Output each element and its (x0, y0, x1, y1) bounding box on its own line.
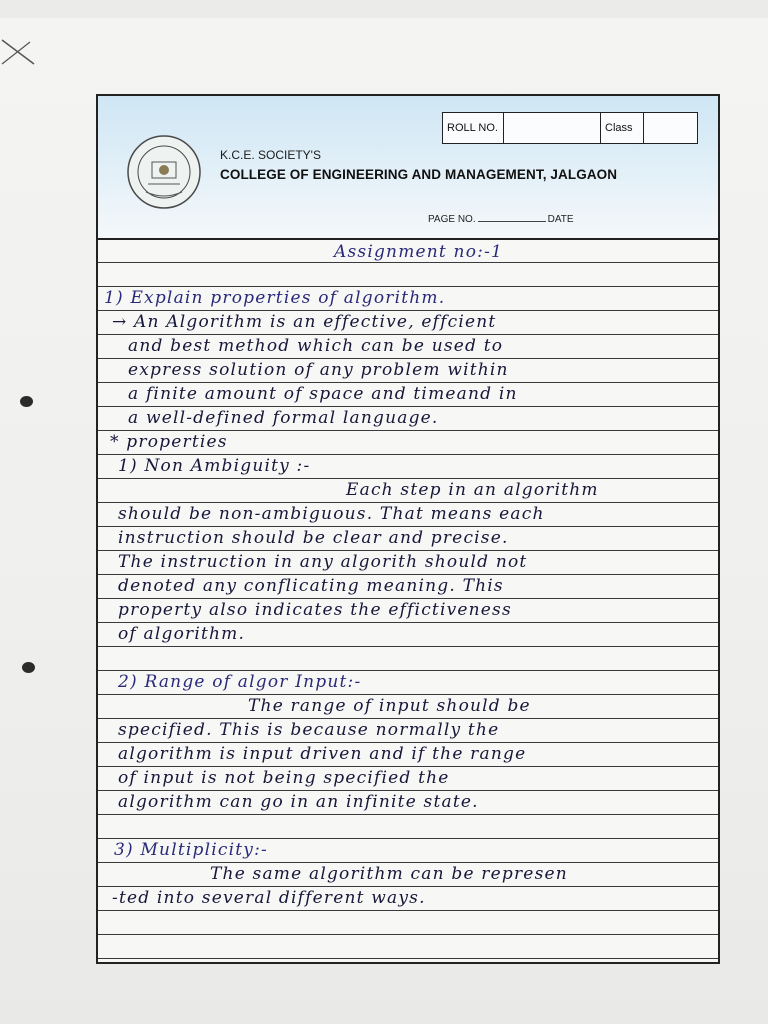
society-name: K.C.E. SOCIETY'S (220, 148, 321, 162)
handwritten-line-24: 3) Multiplicity:- (114, 840, 268, 860)
ruled-line (98, 310, 718, 311)
ruled-line (98, 862, 718, 863)
ruled-line (98, 886, 718, 887)
handwritten-line-26: -ted into several different ways. (112, 888, 426, 908)
ruled-line (98, 574, 718, 575)
ruled-line (98, 790, 718, 791)
ruled-line (98, 838, 718, 839)
ruled-lines-area (98, 238, 718, 962)
ruled-line (98, 694, 718, 695)
ruled-line (98, 382, 718, 383)
roll-class-box (442, 112, 698, 144)
handwritten-line-2: → An Algorithm is an effective, effcient (112, 312, 497, 332)
class-label: Class (601, 113, 644, 143)
corner-cross-mark (0, 38, 38, 66)
ruled-line (98, 286, 718, 287)
notebook-page (0, 18, 768, 1024)
handwritten-line-7: * properties (110, 432, 228, 452)
handwritten-line-5: a finite amount of space and timeand in (128, 384, 518, 404)
ruled-line (98, 958, 718, 959)
handwritten-line-12: The instruction in any algorith should not (118, 552, 528, 572)
ruled-line (98, 646, 718, 647)
page-no-label: PAGE NO. (428, 214, 476, 225)
college-name: COLLEGE OF ENGINEERING AND MANAGEMENT, JALGAON (220, 167, 618, 182)
roll-no-field (504, 113, 601, 143)
ruled-line (98, 598, 718, 599)
roll-no-label: ROLL NO. (443, 113, 504, 143)
handwritten-line-8: 1) Non Ambiguity :- (118, 456, 311, 476)
handwritten-line-21: of input is not being specified the (118, 768, 450, 788)
handwritten-line-9: Each step in an algorithm (346, 480, 599, 500)
handwritten-line-17: 2) Range of algor Input:- (118, 672, 362, 692)
ruled-line (98, 934, 718, 935)
handwritten-line-18: The range of input should be (248, 696, 531, 716)
ruled-line (98, 718, 718, 719)
assignment-title: Assignment no:-1 (334, 242, 504, 262)
college-seal-icon (126, 134, 202, 210)
handwritten-line-6: a well-defined formal language. (128, 408, 439, 428)
ruled-line (98, 406, 718, 407)
handwritten-line-1: 1) Explain properties of algorithm. (104, 288, 446, 308)
handwritten-line-10: should be non-ambiguous. That means each (118, 504, 545, 524)
handwritten-line-11: instruction should be clear and precise. (118, 528, 509, 548)
binder-hole-bottom (22, 662, 35, 673)
ruled-line (98, 910, 718, 911)
ruled-line (98, 334, 718, 335)
date-label: DATE (547, 214, 574, 225)
binder-hole-top (20, 396, 33, 407)
handwritten-line-25: The same algorithm can be represen (210, 864, 568, 884)
ruled-line (98, 670, 718, 671)
handwritten-line-15: of algorithm. (118, 624, 246, 644)
handwritten-line-20: algorithm is input driven and if the range (118, 744, 527, 764)
ruled-line (98, 430, 718, 431)
ruled-line (98, 526, 718, 527)
handwritten-line-3: and best method which can be used to (128, 336, 504, 356)
ruled-line (98, 478, 718, 479)
handwritten-line-22: algorithm can go in an infinite state. (118, 792, 479, 812)
ruled-line (98, 454, 718, 455)
ruled-line (98, 262, 718, 263)
ruled-line (98, 622, 718, 623)
ruled-line (98, 358, 718, 359)
ruled-line (98, 766, 718, 767)
ruled-line (98, 502, 718, 503)
handwritten-line-4: express solution of any problem within (128, 360, 509, 380)
handwritten-line-13: denoted any conflicating meaning. This (118, 576, 504, 596)
handwritten-line-19: specified. This is because normally the (118, 720, 500, 740)
assignment-sheet (96, 94, 720, 964)
college-header (98, 96, 718, 240)
ruled-line (98, 814, 718, 815)
ruled-line (98, 550, 718, 551)
page-date-line (428, 214, 574, 225)
ruled-line (98, 742, 718, 743)
handwritten-line-14: property also indicates the effictiveness (118, 600, 512, 620)
class-field (644, 113, 697, 143)
